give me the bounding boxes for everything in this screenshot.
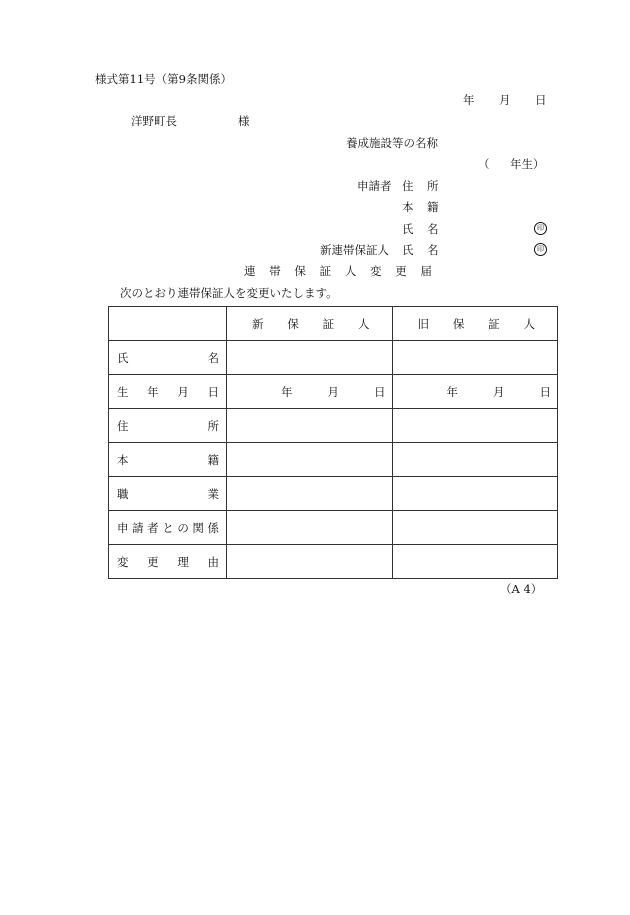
label-char: 日	[207, 384, 219, 399]
header-char: 新	[252, 316, 264, 331]
title-char: 届	[420, 264, 432, 278]
header-char: 保	[287, 316, 299, 331]
label-char: 由	[207, 554, 219, 569]
new-guarantor-reason-field[interactable]	[227, 545, 393, 579]
new-guarantor-domicile-field[interactable]	[227, 443, 393, 477]
header-char: 人	[357, 316, 370, 331]
addressee-name: 洋野町長	[131, 114, 177, 128]
label-char: 理	[177, 554, 189, 569]
form-number: 様式第11号（第9条関係）	[95, 72, 232, 86]
header-char: 人	[523, 316, 535, 331]
intro-text: 次のとおり連帯保証人を変更いたします。	[120, 286, 338, 300]
header-char: 旧	[417, 316, 429, 331]
label-char: 申	[117, 520, 129, 535]
new-guarantor-occupation-field[interactable]	[227, 477, 393, 511]
row-label-name	[109, 341, 227, 375]
applicant-address-label-1: 住	[402, 179, 414, 193]
header-char: 証	[322, 316, 335, 331]
date-year-label: 年	[463, 93, 475, 107]
birth-year-open-paren: （	[478, 157, 490, 171]
label-char: 月	[177, 384, 189, 399]
row-label-change-reason	[109, 545, 227, 579]
label-char: 更	[147, 554, 159, 569]
date-unit-year: 年	[446, 384, 458, 399]
guarantor-change-table	[108, 306, 558, 579]
label-char: 年	[147, 384, 159, 399]
applicant-domicile-label-1: 本	[402, 200, 414, 214]
row-label-birthdate	[109, 375, 227, 409]
title-char: 証	[319, 264, 332, 278]
applicant-domicile-label-2: 籍	[427, 200, 439, 214]
title-char: 保	[294, 264, 306, 278]
label-char: 生	[117, 384, 129, 399]
title-char: 人	[344, 264, 357, 278]
row-label-address	[109, 409, 227, 443]
label-char: 者	[147, 520, 159, 535]
label-char: 請	[132, 520, 144, 535]
addressee-honorific: 様	[238, 114, 250, 128]
header-empty-cell	[109, 307, 227, 341]
old-guarantor-reason-field[interactable]	[392, 545, 558, 579]
table-row-domicile	[109, 443, 558, 477]
new-guarantor-relationship-field[interactable]	[227, 511, 393, 545]
label-char: 変	[117, 554, 129, 569]
table-row-name	[109, 341, 558, 375]
label-char: 関	[192, 520, 204, 535]
new-guarantor-seal-mark: 印	[534, 243, 547, 256]
facility-name-label: 養成施設等の名称	[346, 136, 438, 150]
new-guarantor-name-label-1: 氏	[402, 243, 414, 257]
label-char: 籍	[207, 452, 219, 467]
new-guarantor-role: 新連帯保証人	[320, 243, 389, 257]
date-unit-month: 月	[327, 384, 339, 399]
row-label-occupation	[109, 477, 227, 511]
header-old-guarantor	[392, 307, 558, 341]
table-header-row	[109, 307, 558, 341]
title-char: 帯	[269, 264, 281, 278]
table-row-address	[109, 409, 558, 443]
label-char: 本	[117, 452, 129, 467]
new-guarantor-address-field[interactable]	[227, 409, 393, 443]
paper-size-note: （A 4）	[500, 582, 543, 596]
table-row-occupation	[109, 477, 558, 511]
label-char: 住	[117, 418, 129, 433]
old-guarantor-name-field[interactable]	[392, 341, 558, 375]
applicant-seal-mark: 印	[534, 222, 547, 235]
row-label-relationship	[109, 511, 227, 545]
applicant-address-label-2: 所	[427, 179, 439, 193]
applicant-name-label-2: 名	[427, 222, 439, 236]
row-label-domicile	[109, 443, 227, 477]
label-char: と	[162, 520, 174, 535]
old-guarantor-domicile-field[interactable]	[392, 443, 558, 477]
old-guarantor-relationship-field[interactable]	[392, 511, 558, 545]
table-row-change-reason	[109, 545, 558, 579]
label-char: 職	[117, 486, 129, 501]
table-row-relationship	[109, 511, 558, 545]
document-title	[244, 264, 432, 278]
new-guarantor-name-field[interactable]	[227, 341, 393, 375]
date-unit-month: 月	[493, 384, 505, 399]
new-guarantor-name-label-2: 名	[427, 243, 439, 257]
old-guarantor-address-field[interactable]	[392, 409, 558, 443]
new-guarantor-birthdate-field[interactable]	[227, 375, 393, 409]
applicant-name-label-1: 氏	[402, 222, 414, 236]
old-guarantor-birthdate-field[interactable]	[392, 375, 558, 409]
label-char: 氏	[117, 350, 129, 365]
old-guarantor-occupation-field[interactable]	[392, 477, 558, 511]
label-char: 名	[207, 350, 219, 365]
title-char: 連	[244, 264, 256, 278]
header-char: 証	[488, 316, 500, 331]
date-month-label: 月	[499, 93, 511, 107]
label-char: の	[177, 520, 189, 535]
date-day-label: 日	[535, 93, 547, 107]
date-unit-day: 日	[374, 384, 386, 399]
date-unit-year: 年	[281, 384, 293, 399]
title-char: 更	[395, 264, 407, 278]
label-char: 係	[207, 520, 219, 535]
title-char: 変	[370, 264, 382, 278]
label-char: 業	[207, 486, 219, 501]
table-row-birthdate	[109, 375, 558, 409]
header-new-guarantor	[227, 307, 393, 341]
date-unit-day: 日	[539, 384, 551, 399]
birth-year-label: 年生）	[510, 157, 545, 171]
label-char: 所	[207, 418, 219, 433]
applicant-role: 申請者	[357, 179, 392, 193]
header-char: 保	[452, 316, 465, 331]
